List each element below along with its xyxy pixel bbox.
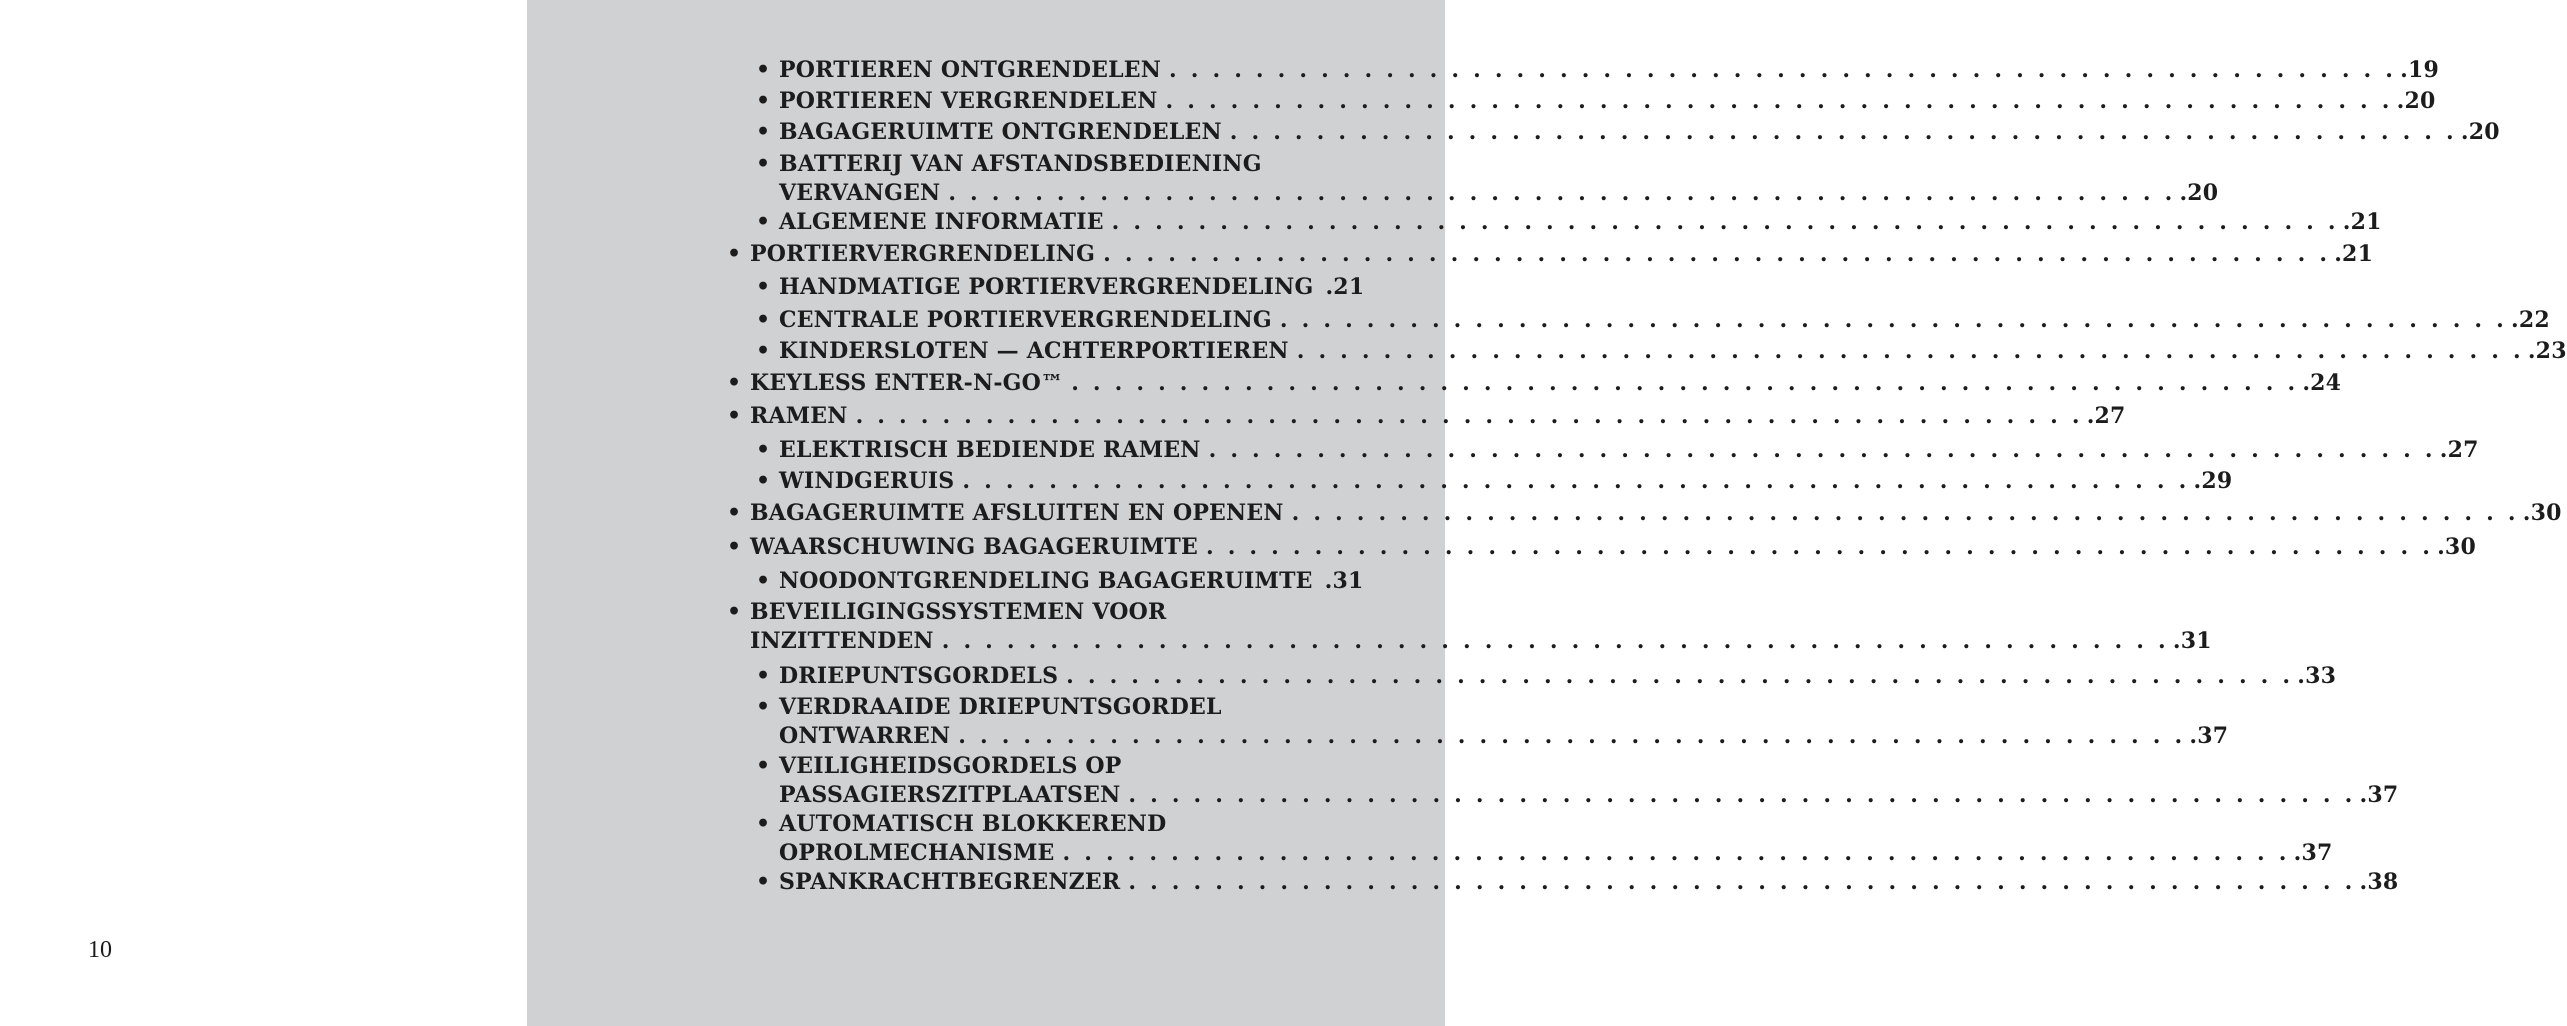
dot-leader: . . . . . . . . . . . . . . . . . . . . . . . . . . . . . . . . . . . . . . . . . . . . . . . . . . . . . . . . . bbox=[941, 628, 2169, 654]
bullet-icon: • bbox=[756, 663, 771, 689]
toc-entry bbox=[727, 369, 2342, 398]
toc-entry-page: .37 bbox=[2189, 723, 2229, 749]
dot-leader: . . . . . . . . . . . . . . . . . . . . . . . . . . . . . . . . . . . . . . . . . . . . . . . . . . . . . . . . . bbox=[1103, 241, 2331, 267]
left-page bbox=[0, 0, 527, 1026]
toc-entry-title: SPANKRACHTBEGRENZER bbox=[779, 869, 1121, 895]
toc-entry-title: RAMEN bbox=[750, 403, 848, 429]
dot-leader: . . . . . . . . . . . . . . . . . . . . . . . . . . . . . . . . . . . . . . . . . . . . . . . . . . . . . . . . . bbox=[855, 403, 2083, 429]
toc-entry-title-line: BATTERIJ VAN AFSTANDSBEDIENING bbox=[779, 151, 1262, 177]
toc-entry bbox=[727, 598, 2212, 656]
dot-leader: . . . . . . . . . . . . . . . . . . . . . . . . . . . . . . . . . . . . . . . . . . . . . . . . . . . . . . . . . bbox=[1229, 119, 2457, 145]
bullet-icon: • bbox=[727, 599, 742, 625]
toc-entry-title: KEYLESS ENTER-N-GO™ bbox=[750, 370, 1064, 396]
toc-entry-page: .23 bbox=[2527, 338, 2567, 364]
toc-entry-page: .21 bbox=[1325, 274, 1365, 300]
toc-entry-page: .20 bbox=[2460, 119, 2500, 145]
toc-entry-title: KINDERSLOTEN — ACHTERPORTIEREN bbox=[779, 338, 1289, 364]
toc-entry-page: .21 bbox=[2334, 241, 2374, 267]
toc-entry bbox=[756, 150, 2219, 208]
toc-entry bbox=[727, 240, 2374, 269]
bullet-icon: • bbox=[756, 307, 771, 333]
table-of-contents bbox=[527, 0, 2567, 1026]
toc-entry-page: .31 bbox=[1324, 568, 1364, 594]
toc-entry-page: .21 bbox=[2342, 209, 2382, 235]
dot-leader: . . . . . . . . . . . . . . . . . . . . . . . . . . . . . . . . . . . . . . . . . . . . . . . . . . . . . . . . . bbox=[948, 180, 2176, 206]
toc-entry-page: .20 bbox=[2396, 88, 2436, 114]
dot-leader: . . . . . . . . . . . . . . . . . . . . . . . . . . . . . . . . . . . . . . . . . . . . . . . . . . . . . . . . . bbox=[1128, 782, 2356, 808]
dot-leader: . . . . . . . . . . . . . . . . . . . . . . . . . . . . . . . . . . . . . . . . . . . . . . . . . . . . . . . . . bbox=[1062, 840, 2290, 866]
toc-entry bbox=[756, 810, 2333, 868]
toc-entry-title: OPROLMECHANISME bbox=[779, 840, 1055, 866]
toc-entry-title: HANDMATIGE PORTIERVERGRENDELING bbox=[779, 274, 1314, 300]
bullet-icon: • bbox=[756, 437, 771, 463]
toc-entry-title: CENTRALE PORTIERVERGRENDELING bbox=[779, 307, 1272, 333]
toc-entry bbox=[756, 567, 1364, 596]
toc-entry bbox=[756, 436, 2479, 465]
toc-entry bbox=[756, 868, 2399, 897]
toc-entry bbox=[756, 662, 2337, 691]
toc-entry-page: .38 bbox=[2359, 869, 2399, 895]
toc-entry bbox=[756, 273, 1365, 302]
toc-entry-page: .22 bbox=[2511, 307, 2550, 333]
toc-entry bbox=[727, 499, 2562, 528]
dot-leader: . . . . . . . . . . . . . . . . . . . . . . . . . . . . . . . . . . . . . . . . . . . . . . . . . . . . . . . . . bbox=[1111, 209, 2339, 235]
bullet-icon: • bbox=[727, 534, 742, 560]
toc-entry-page: .27 bbox=[2086, 403, 2126, 429]
bullet-icon: • bbox=[756, 151, 771, 177]
toc-entry bbox=[727, 402, 2126, 431]
dot-leader: . . . . . . . . . . . . . . . . . . . . . . . . . . . . . . . . . . . . . . . . . . . . . . . . . . . . . . . . . bbox=[1169, 57, 2397, 83]
dot-leader: . . . . . . . . . . . . . . . . . . . . . . . . . . . . . . . . . . . . . . . . . . . . . . . . . . . . . . . . . bbox=[958, 723, 2186, 749]
toc-entry-title: ONTWARREN bbox=[779, 723, 951, 749]
toc-entry-page: .20 bbox=[2179, 180, 2219, 206]
dot-leader: . . . . . . . . . . . . . . . . . . . . . . . . . . . . . . . . . . . . . . . . . . . . . . . . . . . . . . . . . bbox=[1291, 500, 2519, 526]
bullet-icon: • bbox=[756, 338, 771, 364]
bullet-icon: • bbox=[756, 57, 771, 83]
dot-leader: . . . . . . . . . . . . . . . . . . . . . . . . . . . . . . . . . . . . . . . . . . . . . . . . . . . . . . . . . bbox=[1165, 88, 2393, 114]
dot-leader: . . . . . . . . . . . . . . . . . . . . . . . . . . . . . . . . . . . . . . . . . . . . . . . . . . . . . . . . . bbox=[1205, 534, 2434, 560]
toc-entry-title: PORTIEREN VERGRENDELEN bbox=[779, 88, 1158, 114]
toc-entry-title: BAGAGERUIMTE AFSLUITEN EN OPENEN bbox=[750, 500, 1284, 526]
dot-leader: . . . . . . . . . . . . . . . . . . . . . . . . . . . . . . . . . . . . . . . . . . . . . . . . . . . . . . . . . bbox=[962, 468, 2190, 494]
toc-entry-title: BAGAGERUIMTE ONTGRENDELEN bbox=[779, 119, 1222, 145]
bullet-icon: • bbox=[727, 500, 742, 526]
bullet-icon: • bbox=[756, 694, 771, 720]
toc-entry-title: ELEKTRISCH BEDIENDE RAMEN bbox=[779, 437, 1201, 463]
toc-entry-title: PORTIEREN ONTGRENDELEN bbox=[779, 57, 1162, 83]
bullet-icon: • bbox=[756, 811, 771, 837]
dot-leader: . . . . . . . . . . . . . . . . . . . . . . . . . . . . . . . . . . . . . . . . . . . . . . . . . . . . . . . . . bbox=[1296, 338, 2524, 364]
bullet-icon: • bbox=[756, 209, 771, 235]
toc-entry bbox=[756, 693, 2229, 751]
bullet-icon: • bbox=[756, 274, 771, 300]
toc-entry-page: .29 bbox=[2193, 468, 2233, 494]
toc-entry bbox=[756, 752, 2399, 810]
toc-entry-page: .30 bbox=[2522, 500, 2562, 526]
toc-entry-page: .19 bbox=[2400, 57, 2440, 83]
toc-entry bbox=[756, 306, 2550, 335]
toc-entry-title: NOODONTGRENDELING BAGAGERUIMTE bbox=[779, 568, 1313, 594]
toc-entry-title: PORTIERVERGRENDELING bbox=[750, 241, 1096, 267]
dot-leader: . . . . . . . . . . . . . . . . . . . . . . . . . . . . . . . . . . . . . . . . . . . . . . . . . . . . . . . . . bbox=[1066, 663, 2294, 689]
toc-entry bbox=[756, 118, 2500, 147]
toc-entry-title: VERVANGEN bbox=[779, 180, 941, 206]
toc-entry-title-line: VEILIGHEIDSGORDELS OP bbox=[779, 753, 1122, 779]
bullet-icon: • bbox=[756, 753, 771, 779]
toc-entry-page: .31 bbox=[2172, 628, 2212, 654]
toc-entry-page: .24 bbox=[2302, 370, 2342, 396]
toc-entry bbox=[727, 533, 2476, 562]
bullet-icon: • bbox=[756, 119, 771, 145]
toc-entry-page: .30 bbox=[2437, 534, 2476, 560]
toc-entry-title: WINDGERUIS bbox=[779, 468, 955, 494]
toc-entry-title: WAARSCHUWING BAGAGERUIMTE bbox=[750, 534, 1198, 560]
toc-entry-page: .37 bbox=[2359, 782, 2399, 808]
toc-entry-title-line: VERDRAAIDE DRIEPUNTSGORDEL bbox=[779, 694, 1222, 720]
toc-entry bbox=[756, 87, 2436, 116]
toc-entry-page: .33 bbox=[2297, 663, 2337, 689]
bullet-icon: • bbox=[727, 370, 742, 396]
bullet-icon: • bbox=[756, 88, 771, 114]
toc-panel bbox=[527, 0, 2567, 1026]
bullet-icon: • bbox=[756, 468, 771, 494]
dot-leader: . . . . . . . . . . . . . . . . . . . . . . . . . . . . . . . . . . . . . . . . . . . . . . . . . . . . . . . . . bbox=[1128, 869, 2356, 895]
toc-entry-title: DRIEPUNTSGORDELS bbox=[779, 663, 1059, 689]
toc-entry bbox=[756, 467, 2233, 496]
bullet-icon: • bbox=[727, 241, 742, 267]
toc-entry-page: .27 bbox=[2439, 437, 2479, 463]
toc-entry-title-line: BEVEILIGINGSSYSTEMEN VOOR bbox=[750, 599, 1167, 625]
bullet-icon: • bbox=[727, 403, 742, 429]
toc-entry-title: ALGEMENE INFORMATIE bbox=[779, 209, 1104, 235]
dot-leader: . . . . . . . . . . . . . . . . . . . . . . . . . . . . . . . . . . . . . . . . . . . . . . . . . . . . . . . . . bbox=[1071, 370, 2299, 396]
toc-entry-title-line: AUTOMATISCH BLOKKEREND bbox=[779, 811, 1167, 837]
toc-entry bbox=[756, 337, 2567, 366]
dot-leader: . . . . . . . . . . . . . . . . . . . . . . . . . . . . . . . . . . . . . . . . . . . . . . . . . . . . . . . . . bbox=[1279, 307, 2508, 333]
toc-entry-title: INZITTENDEN bbox=[750, 628, 934, 654]
bullet-icon: • bbox=[756, 568, 771, 594]
page-number: 10 bbox=[88, 937, 112, 963]
dot-leader: . . . . . . . . . . . . . . . . . . . . . . . . . . . . . . . . . . . . . . . . . . . . . . . . . . . . . . . . . bbox=[1208, 437, 2436, 463]
toc-entry-page: .37 bbox=[2293, 840, 2333, 866]
toc-entry bbox=[756, 208, 2382, 237]
toc-entry-title: PASSAGIERSZITPLAATSEN bbox=[779, 782, 1121, 808]
bullet-icon: • bbox=[756, 869, 771, 895]
toc-entry bbox=[756, 56, 2440, 85]
